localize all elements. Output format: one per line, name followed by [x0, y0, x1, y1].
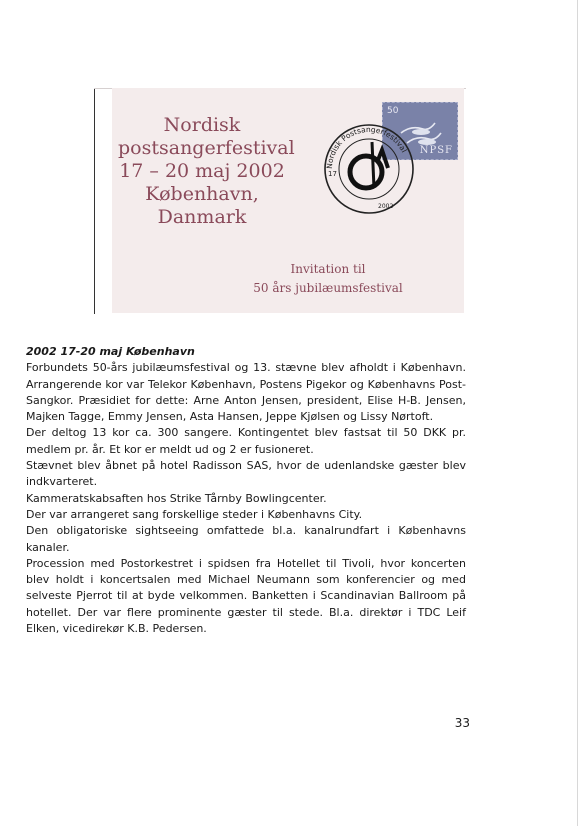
- stamp-country: NPSF: [419, 145, 453, 156]
- stamp-value: 50: [387, 106, 399, 116]
- article-paragraph: Forbundets 50-års jubilæumsfestival og 13. stævne blev afholdt i København. Arrangerende kor var Telekor København, Postens Pigekor og Københavns Post-Sangkor. Præsidiet for dette: Arne Anton Jensen, president, Elise H-B. Jensen, Majken Tagge, Emmy Jensen, Asta Hansen, Jeppe Kjølsen og Lissy Nørtoft.: [26, 361, 466, 424]
- article-paragraph: Der deltog 13 kor ca. 300 sangere. Kontingentet blev fastsat til 50 DKK pr. medlem pr. år. Et kor er meldt ud og 2 er fusioneret.: [26, 426, 466, 456]
- postmark-icon: [320, 120, 418, 218]
- article-paragraph: Procession med Postorkestret i spidsen fra Hotellet til Tivoli, hvor koncerten blev holdt i koncertsalen med Michael Neumann som konferencier og med selveste Pjerrot til at byde velkommen. Banketten i Scandinavian Ballroom på hotellet. Der var flere prominente gæster til stede. Bl.a. direktør i TDC Leif Elken, vicedirekør K.B. Pedersen.: [26, 556, 466, 636]
- article-paragraph: Der var arrangeret sang forskellige steder i Københavns City.: [26, 507, 363, 521]
- article: [26, 344, 466, 637]
- article-paragraph: Kammeratskabsaften hos Strike Tårnby Bowlingcenter.: [26, 491, 327, 505]
- card-title: [118, 114, 295, 229]
- article-paragraph: Den obligatoriske sightseeing omfattede bl.a. kanalrundfart i Københavns kanaler.: [26, 524, 466, 554]
- postmark-ring-text: Nordisk Postsangerfestival: [324, 124, 409, 170]
- card-title-line: 17 – 20 maj 2002: [119, 160, 285, 182]
- page-number: 33: [454, 716, 470, 730]
- article-title: 2002 17-20 maj København: [26, 345, 195, 358]
- card-title-line: postsangerfestival: [118, 137, 295, 159]
- article-paragraph: Stævnet blev åbnet på hotel Radisson SAS, hvor de udenlandske gæster blev indkvarteret.: [26, 459, 466, 489]
- svg-text:Nordisk Postsangerfestival: [325, 125, 409, 169]
- postmark-left-text: 17: [328, 170, 337, 178]
- card-left-rule: [94, 88, 95, 314]
- card-title-line: Nordisk: [163, 114, 241, 136]
- invitation-text: [208, 260, 448, 298]
- invitation-line: Invitation til: [290, 262, 366, 276]
- page-edge-line: [577, 0, 578, 826]
- card-title-line: København,: [145, 183, 259, 205]
- card-title-line: Danmark: [157, 206, 247, 228]
- postmark-date: 2002: [378, 203, 394, 210]
- invitation-card-image: [112, 88, 464, 313]
- invitation-line: 50 års jubilæumsfestival: [253, 281, 403, 295]
